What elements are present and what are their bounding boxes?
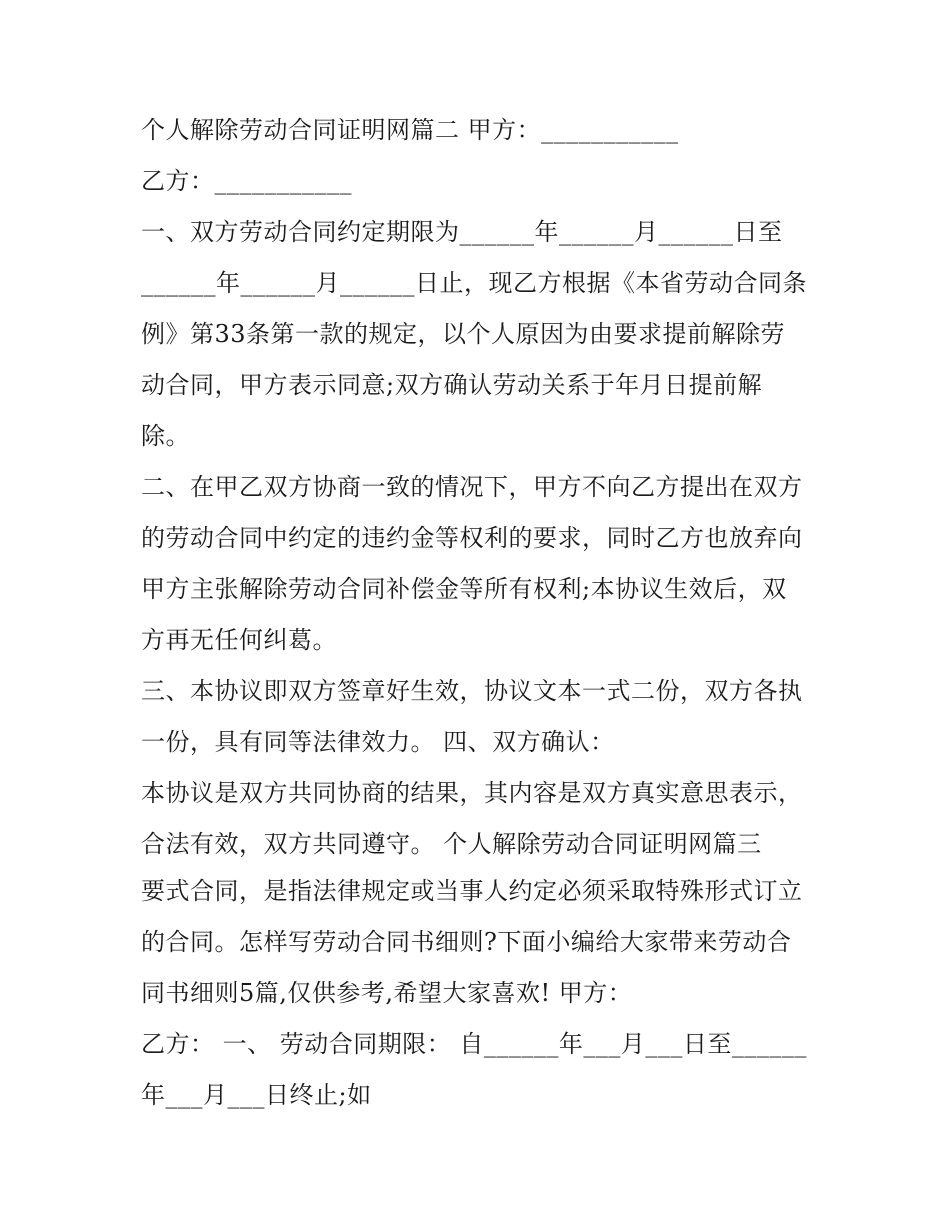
text-line: 例》第33条第一款的规定，以个人原因为由要求提前解除劳 (141, 320, 786, 348)
text-line: 三、本协议即双方签章好生效，协议文本一式二份，双方各执 (141, 677, 803, 705)
document-body (141, 110, 821, 1126)
text-line: 除。 (141, 422, 190, 450)
text-line: 二、在甲乙双方协商一致的情况下，甲方不向乙方提出在双方 (141, 473, 803, 501)
text-line: 乙方：___________ (141, 167, 352, 195)
text-line: 同书细则5篇,仅供参考,希望大家喜欢! 甲方： (141, 979, 633, 1007)
text-line: 甲方主张解除劳动合同补偿金等所有权利;本协议生效后，双 (141, 575, 787, 603)
text-line: 年___月___日终止;如 (141, 1081, 372, 1109)
text-line: 本协议是双方共同协商的结果，其内容是双方真实意思表示， (141, 779, 803, 807)
text-line: 一份，具有同等法律效力。 四、双方确认： (141, 728, 615, 756)
text-line: 合法有效，双方共同遵守。 个人解除劳动合同证明网篇三 (141, 830, 762, 858)
text-line: 要式合同，是指法律规定或当事人约定必须采取特殊形式订立 (141, 877, 803, 905)
text-line: 一、双方劳动合同约定期限为______年______月______日至 (141, 218, 783, 246)
text-line: ______年______月______日止，现乙方根据《本省劳动合同条 (141, 269, 807, 297)
text-line: 的劳动合同中约定的违约金等权利的要求，同时乙方也放弃向 (141, 524, 803, 552)
text-line: 动合同，甲方表示同意;双方确认劳动关系于年月日提前解 (141, 371, 763, 399)
text-line: 的合同。怎样写劳动合同书细则?下面小编给大家带来劳动合 (141, 928, 792, 956)
text-line: 方再无任何纠葛。 (141, 626, 337, 654)
text-line: 个人解除劳动合同证明网篇二 甲方：___________ (141, 116, 679, 144)
text-line: 乙方： 一、 劳动合同期限： 自______年___月___日至______ (141, 1030, 807, 1058)
